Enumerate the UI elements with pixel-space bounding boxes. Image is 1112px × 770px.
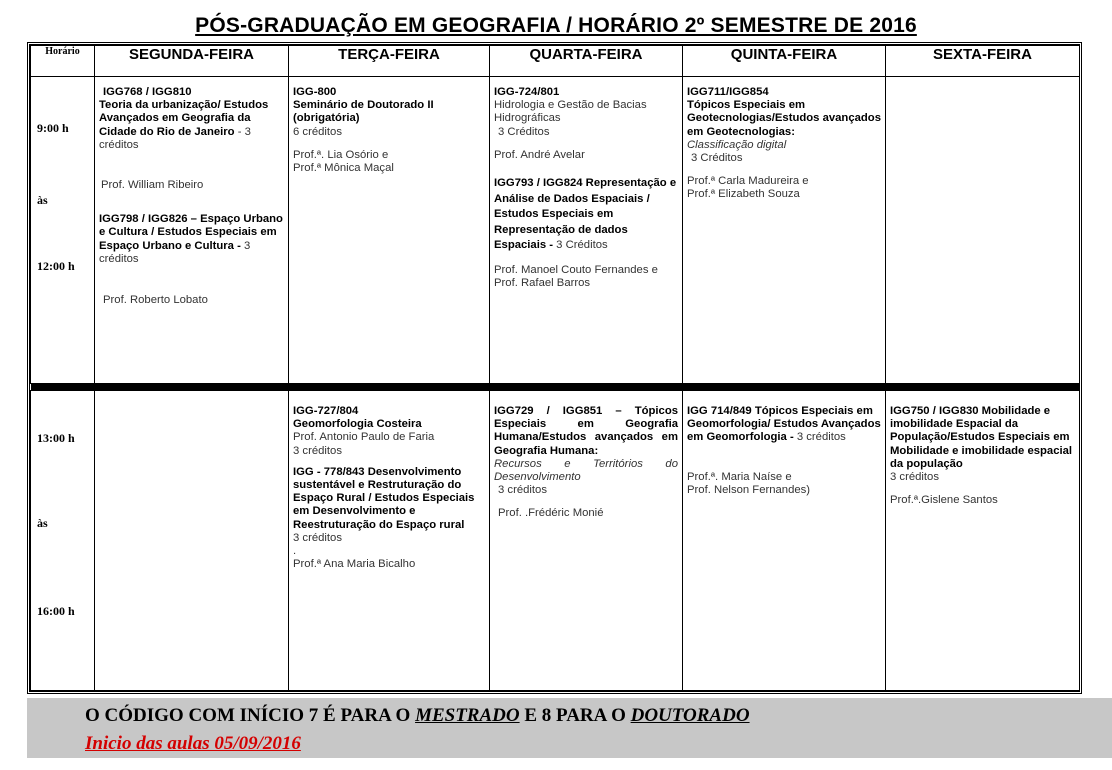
course-credits: 3 créditos — [498, 484, 547, 497]
footer-banner — [27, 698, 1112, 758]
course-credits: 3 créditos — [99, 239, 251, 265]
course-professor: Prof. .Frédéric Monié — [498, 507, 604, 520]
cell-wed-morning — [490, 77, 683, 384]
footer-text: E 8 PARA O — [519, 705, 631, 726]
course-credits: 3 créditos — [293, 444, 342, 457]
footer-text: O CÓDIGO COM INÍCIO 7 É PARA O — [85, 705, 416, 726]
cell-wed-afternoon — [490, 391, 683, 691]
afternoon-to: às — [37, 516, 48, 530]
day-header-wednesday: QUARTA-FEIRA — [490, 46, 683, 77]
course-professor: Prof.ª. Lia Osório e — [293, 148, 389, 161]
header-row — [31, 46, 1080, 77]
course-name: IGG793 / IGG824 Representação e Análise de Dados Espaciais / Estudos Especiais em Representação de dados Espaciais - — [494, 177, 677, 252]
course-name: IGG729 / IGG851 – Tópicos Especiais em Geografia Humana/Estudos avançados em Geografia Humana: — [494, 405, 678, 457]
course-professor: Prof. Roberto Lobato — [103, 294, 208, 307]
page-title: PÓS-GRADUAÇÃO EM GEOGRAFIA / HORÁRIO 2º SEMESTRE DE 2016 — [195, 14, 917, 37]
cell-fri-morning — [886, 77, 1080, 384]
afternoon-start: 13:00 h — [37, 431, 75, 445]
course-name: Tópicos Especiais em Geotecnologias/Estudos avançados em Geotecnologias: — [687, 99, 881, 138]
afternoon-end: 16:00 h — [37, 604, 75, 618]
schedule-table — [30, 45, 1080, 691]
course-professor: Prof.ª. Maria Naíse e — [687, 470, 792, 483]
hour-header: Horário — [31, 46, 95, 77]
footer-mestrado: MESTRADO — [415, 705, 520, 726]
course-credits: 3 créditos — [293, 531, 342, 544]
course-subtitle: Recursos e Territórios do Desenvolvimento — [494, 457, 678, 484]
course-name: Seminário de Doutorado II (obrigatória) — [293, 99, 434, 125]
morning-to: às — [37, 193, 48, 207]
course-code: IGG-727/804 — [293, 405, 359, 417]
morning-start: 9:00 h — [37, 121, 69, 135]
cell-tue-morning — [289, 77, 490, 384]
course-code: IGG768 / IGG810 — [103, 86, 192, 98]
morning-row — [31, 77, 1080, 384]
course-credits: 6 créditos — [293, 125, 342, 138]
course-professor: Prof.ª Elizabeth Souza — [687, 188, 800, 201]
course-name: Geomorfologia Costeira — [293, 418, 422, 431]
course-name: Hidrologia e Gestão de Bacias Hidrográficas — [494, 99, 647, 125]
day-header-thursday: QUINTA-FEIRA — [683, 46, 886, 77]
course-professor: Prof.ª Ana Maria Bicalho — [293, 558, 416, 571]
course-code: IGG711/IGG854 — [687, 86, 769, 98]
course-credits: 3 créditos — [890, 471, 939, 484]
course-professor: Prof. Nelson Fernandes) — [687, 483, 811, 496]
course-credits: 3 Créditos — [498, 125, 550, 138]
cell-tue-afternoon — [289, 391, 490, 691]
course-subtitle: Classificação digital — [687, 138, 787, 151]
day-header-tuesday: TERÇA-FEIRA — [289, 46, 490, 77]
course-code: IGG-800 — [293, 86, 337, 98]
cell-thu-afternoon — [683, 391, 886, 691]
morning-hours — [31, 77, 95, 384]
footer-doutorado: DOUTORADO — [630, 705, 750, 726]
day-header-monday: SEGUNDA-FEIRA — [95, 46, 289, 77]
course-professor: Prof. André Avelar — [494, 148, 585, 161]
course-professor: Prof. Antonio Paulo de Faria — [293, 431, 435, 444]
course-name: IGG750 / IGG830 Mobilidade e imobilidade Espacial da População/Estudos Especiais em Mobilidade e imobilidade espacial da população — [890, 405, 1073, 470]
course-professor: Prof. William Ribeiro — [101, 179, 204, 192]
morning-end: 12:00 h — [37, 259, 75, 273]
afternoon-hours — [31, 391, 95, 691]
footer-note — [85, 705, 750, 727]
course-name: IGG - 778/843 Desenvolvimento sustentável e Restruturação do Espaço Rural / Estudos Especiais em Desenvolvimento e Reestruturação do Espaço rural — [293, 465, 475, 531]
course-name: IGG798 / IGG826 – Espaço Urbano e Cultura / Estudos Especiais em Espaço Urbano e Cultura - — [99, 213, 283, 252]
course-name: IGG 714/849 Tópicos Especiais em Geomorfologia/ Estudos Avançados em Geomorfologia - — [687, 405, 881, 444]
course-professor: Prof.ª Carla Madureira e — [687, 175, 809, 188]
course-credits: 3 Créditos — [691, 152, 743, 165]
course-credits: - 3 créditos — [99, 125, 251, 151]
cell-mon-afternoon — [95, 391, 289, 691]
course-professor: Prof. Rafael Barros — [494, 276, 591, 289]
section-separator — [31, 384, 1080, 391]
course-credits: 3 créditos — [793, 431, 846, 444]
course-professor: Prof. Manoel Couto Fernandes e — [494, 263, 658, 276]
afternoon-row — [31, 391, 1080, 691]
day-header-friday: SEXTA-FEIRA — [886, 46, 1080, 77]
course-credits: 3 Créditos — [553, 239, 608, 252]
cell-mon-morning — [95, 77, 289, 384]
course-note: . — [293, 545, 297, 558]
course-professor: Prof.ª Mônica Maçal — [293, 162, 394, 175]
cell-fri-afternoon — [886, 391, 1080, 691]
course-professor: Prof.ª.Gislene Santos — [890, 494, 998, 507]
course-code: IGG-724/801 — [494, 86, 560, 98]
course-name: Teoria da urbanização/ Estudos Avançados em Geografia da Cidade do Rio de Janeiro — [99, 99, 269, 138]
classes-start-date: Inicio das aulas 05/09/2016 — [85, 733, 301, 754]
cell-thu-morning — [683, 77, 886, 384]
